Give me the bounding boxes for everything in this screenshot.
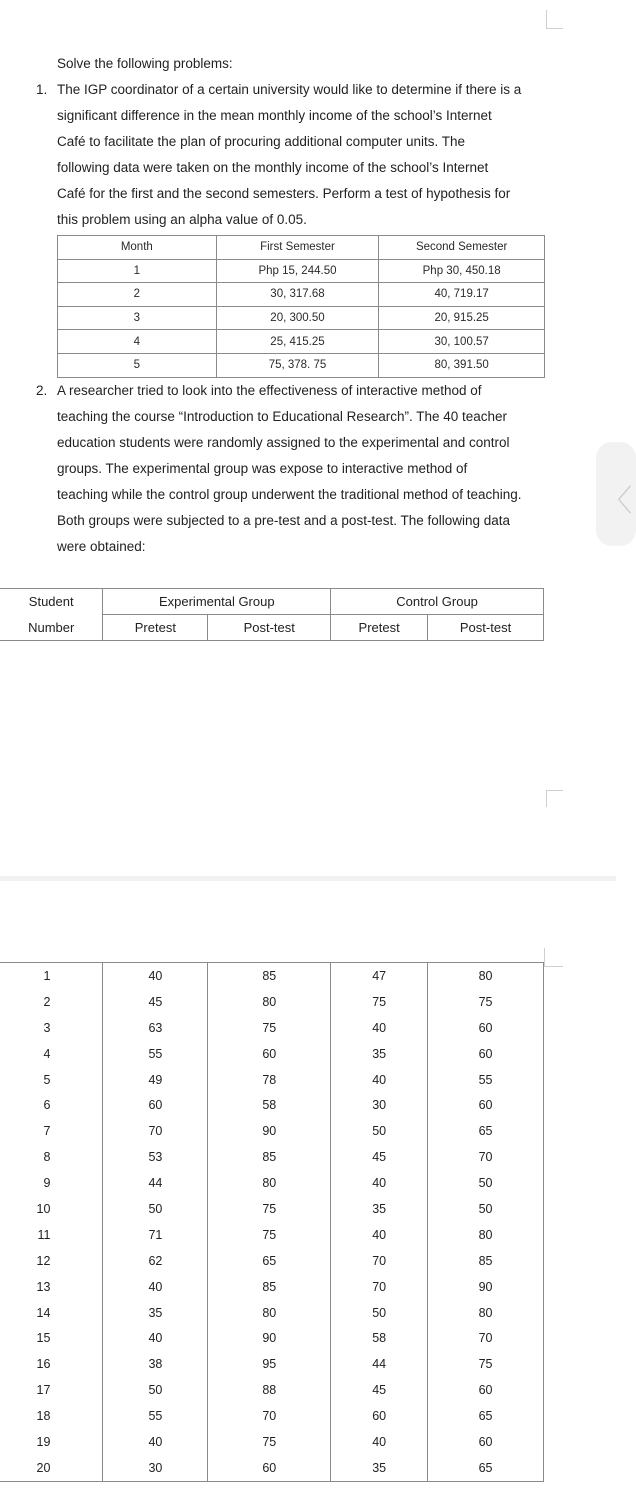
control-posttest-cell: 65 [428,1455,544,1481]
control-pretest-cell: 40 [331,1067,428,1093]
experimental-posttest-cell: 85 [208,1274,331,1300]
student-number-cell: 13 [0,1274,103,1300]
control-pretest-cell: 58 [331,1325,428,1351]
first-semester-cell: 75, 378. 75 [216,353,379,377]
problem-2-number: 2. [36,383,48,398]
first-semester-cell: 25, 415.25 [216,330,379,354]
experimental-posttest-cell: 60 [208,1041,331,1067]
number-header: Number [0,615,103,641]
experimental-posttest-cell: 80 [208,1170,331,1196]
experimental-posttest-cell: 95 [208,1351,331,1377]
control-posttest-cell: 60 [428,1041,544,1067]
student-number-cell: 14 [0,1300,103,1326]
student-number-cell: 2 [0,989,103,1015]
experimental-posttest-cell: 75 [208,1015,331,1041]
control-posttest-cell: 60 [428,1377,544,1403]
control-pretest-cell: 40 [331,1222,428,1248]
page-corner-mark-middle [546,790,563,807]
month-cell: 4 [58,330,217,354]
table-row [0,989,544,1015]
scores-table [0,962,544,1482]
experimental-pretest-cell: 62 [103,1248,208,1274]
experimental-pretest-cell: 50 [103,1196,208,1222]
experimental-pretest-cell: 40 [103,963,208,989]
second-semester-cell: 20, 915.25 [379,306,545,330]
control-posttest-cell: 55 [428,1067,544,1093]
control-posttest-cell: 80 [428,963,544,989]
table-row [0,1118,544,1144]
table-row [58,306,545,330]
control-posttest-cell: 60 [428,1015,544,1041]
experimental-pretest-cell: 71 [103,1222,208,1248]
table-header-row [0,615,544,641]
control-posttest-cell: 60 [428,1429,544,1455]
first-semester-header: First Semester [216,236,379,260]
page-corner-mark-top [546,10,563,29]
problem-2-line: Both groups were subjected to a pre-test and a post-test. The following data [57,513,511,528]
experimental-posttest-cell: 70 [208,1403,331,1429]
experimental-pretest-cell: 70 [103,1118,208,1144]
experimental-posttest-cell: 80 [208,989,331,1015]
scores-table-header [0,588,544,641]
experimental-posttest-cell: 90 [208,1325,331,1351]
table-row [0,1274,544,1300]
control-posttest-cell: 50 [428,1170,544,1196]
table-row [0,1041,544,1067]
table-row [0,1170,544,1196]
table-row [0,963,544,989]
experimental-pretest-cell: 45 [103,989,208,1015]
second-semester-cell: 40, 719.17 [379,283,545,307]
student-number-cell: 12 [0,1248,103,1274]
table-header-row [58,236,545,260]
problem-2-line: teaching while the control group underwent the traditional method of teaching. [57,487,522,502]
control-posttest-header: Post-test [428,615,544,641]
control-pretest-cell: 30 [331,1092,428,1118]
control-pretest-cell: 35 [331,1196,428,1222]
problem-1-line: following data were taken on the monthly income of the school’s Internet [57,160,489,175]
problem-2-line: were obtained: [57,539,146,554]
student-number-cell: 8 [0,1144,103,1170]
control-pretest-cell: 45 [331,1144,428,1170]
first-semester-cell: 20, 300.50 [216,306,379,330]
table-row [58,353,545,377]
income-table [57,235,545,378]
month-cell: 3 [58,306,217,330]
table-row [0,1015,544,1041]
second-semester-cell: 30, 100.57 [379,330,545,354]
table-row [0,1351,544,1377]
experimental-posttest-cell: 60 [208,1455,331,1481]
experimental-pretest-cell: 50 [103,1377,208,1403]
experimental-posttest-cell: 75 [208,1429,331,1455]
table-row [0,1300,544,1326]
table-header-row [0,589,544,615]
table-row [0,1067,544,1093]
student-number-cell: 18 [0,1403,103,1429]
table-row [0,1248,544,1274]
control-pretest-cell: 40 [331,1429,428,1455]
experimental-pretest-cell: 30 [103,1455,208,1481]
student-number-cell: 20 [0,1455,103,1481]
student-number-cell: 3 [0,1015,103,1041]
control-pretest-cell: 60 [331,1403,428,1429]
page-corner-mark-bottom [544,948,563,967]
control-posttest-cell: 70 [428,1144,544,1170]
first-semester-cell: 30, 317.68 [216,283,379,307]
control-posttest-cell: 75 [428,1351,544,1377]
intro-text: Solve the following problems: [57,56,233,71]
experimental-posttest-header: Post-test [208,615,331,641]
experimental-pretest-cell: 40 [103,1325,208,1351]
table-row [0,1144,544,1170]
problem-2-line: education students were randomly assigned to the experimental and control [57,435,510,450]
experimental-pretest-cell: 38 [103,1351,208,1377]
problem-2-line: A researcher tried to look into the effectiveness of interactive method of [57,383,482,398]
table-row [0,1429,544,1455]
experimental-pretest-cell: 55 [103,1403,208,1429]
experimental-posttest-cell: 85 [208,1144,331,1170]
control-pretest-header: Pretest [331,615,428,641]
first-semester-cell: Php 15, 244.50 [216,259,379,283]
month-header: Month [58,236,217,260]
problem-2-line: teaching the course “Introduction to Educational Research”. The 40 teacher [57,409,508,424]
table-row [58,330,545,354]
table-row [58,283,545,307]
experimental-pretest-cell: 35 [103,1300,208,1326]
experimental-posttest-cell: 58 [208,1092,331,1118]
student-number-cell: 9 [0,1170,103,1196]
control-pretest-cell: 47 [331,963,428,989]
student-number-cell: 4 [0,1041,103,1067]
table-row [0,1325,544,1351]
control-pretest-cell: 50 [331,1118,428,1144]
table-row [0,1092,544,1118]
table-row [0,1455,544,1481]
experimental-group-header: Experimental Group [103,589,331,615]
control-pretest-cell: 40 [331,1170,428,1196]
student-number-cell: 6 [0,1092,103,1118]
control-posttest-cell: 70 [428,1325,544,1351]
experimental-pretest-cell: 49 [103,1067,208,1093]
second-semester-header: Second Semester [379,236,545,260]
student-header: Student [0,589,103,615]
side-panel-tab[interactable] [596,442,636,546]
experimental-pretest-cell: 40 [103,1274,208,1300]
experimental-pretest-cell: 44 [103,1170,208,1196]
problem-1-line: this problem using an alpha value of 0.05. [57,212,307,227]
control-pretest-cell: 70 [331,1248,428,1274]
second-semester-cell: Php 30, 450.18 [379,259,545,283]
table-row [0,1377,544,1403]
table-row [0,1196,544,1222]
student-number-cell: 1 [0,963,103,989]
table-row [58,259,545,283]
student-number-cell: 19 [0,1429,103,1455]
experimental-pretest-cell: 63 [103,1015,208,1041]
experimental-posttest-cell: 88 [208,1377,331,1403]
control-posttest-cell: 90 [428,1274,544,1300]
control-posttest-cell: 60 [428,1092,544,1118]
experimental-pretest-cell: 55 [103,1041,208,1067]
control-pretest-cell: 45 [331,1377,428,1403]
problem-1-line: The IGP coordinator of a certain university would like to determine if there is a [57,82,522,97]
student-number-cell: 17 [0,1377,103,1403]
chevron-left-icon: 〈 [602,484,632,519]
problem-1-number: 1. [36,82,48,97]
experimental-posttest-cell: 80 [208,1300,331,1326]
problem-1-line: Café to facilitate the plan of procuring additional computer units. The [57,134,465,149]
control-group-header: Control Group [331,589,544,615]
table-row [0,1222,544,1248]
student-number-cell: 16 [0,1351,103,1377]
student-number-cell: 15 [0,1325,103,1351]
month-cell: 1 [58,259,217,283]
control-posttest-cell: 65 [428,1118,544,1144]
experimental-pretest-header: Pretest [103,615,208,641]
table-row [0,1403,544,1429]
control-posttest-cell: 80 [428,1222,544,1248]
control-posttest-cell: 80 [428,1300,544,1326]
control-pretest-cell: 75 [331,989,428,1015]
experimental-posttest-cell: 65 [208,1248,331,1274]
experimental-pretest-cell: 60 [103,1092,208,1118]
student-number-cell: 5 [0,1067,103,1093]
control-posttest-cell: 85 [428,1248,544,1274]
experimental-posttest-cell: 90 [208,1118,331,1144]
student-number-cell: 11 [0,1222,103,1248]
month-cell: 2 [58,283,217,307]
control-posttest-cell: 50 [428,1196,544,1222]
experimental-posttest-cell: 85 [208,963,331,989]
control-pretest-cell: 70 [331,1274,428,1300]
month-cell: 5 [58,353,217,377]
page-break-separator [0,876,616,881]
control-pretest-cell: 35 [331,1041,428,1067]
experimental-posttest-cell: 78 [208,1067,331,1093]
problem-1-line: Café for the first and the second semesters. Perform a test of hypothesis for [57,186,511,201]
control-pretest-cell: 44 [331,1351,428,1377]
student-number-cell: 7 [0,1118,103,1144]
control-posttest-cell: 75 [428,989,544,1015]
problem-2-line: groups. The experimental group was expose to interactive method of [57,461,468,476]
control-posttest-cell: 65 [428,1403,544,1429]
student-number-cell: 10 [0,1196,103,1222]
experimental-posttest-cell: 75 [208,1196,331,1222]
control-pretest-cell: 50 [331,1300,428,1326]
experimental-pretest-cell: 40 [103,1429,208,1455]
experimental-pretest-cell: 53 [103,1144,208,1170]
control-pretest-cell: 35 [331,1455,428,1481]
second-semester-cell: 80, 391.50 [379,353,545,377]
problem-1-line: significant difference in the mean monthly income of the school’s Internet [57,108,492,123]
control-pretest-cell: 40 [331,1015,428,1041]
experimental-posttest-cell: 75 [208,1222,331,1248]
